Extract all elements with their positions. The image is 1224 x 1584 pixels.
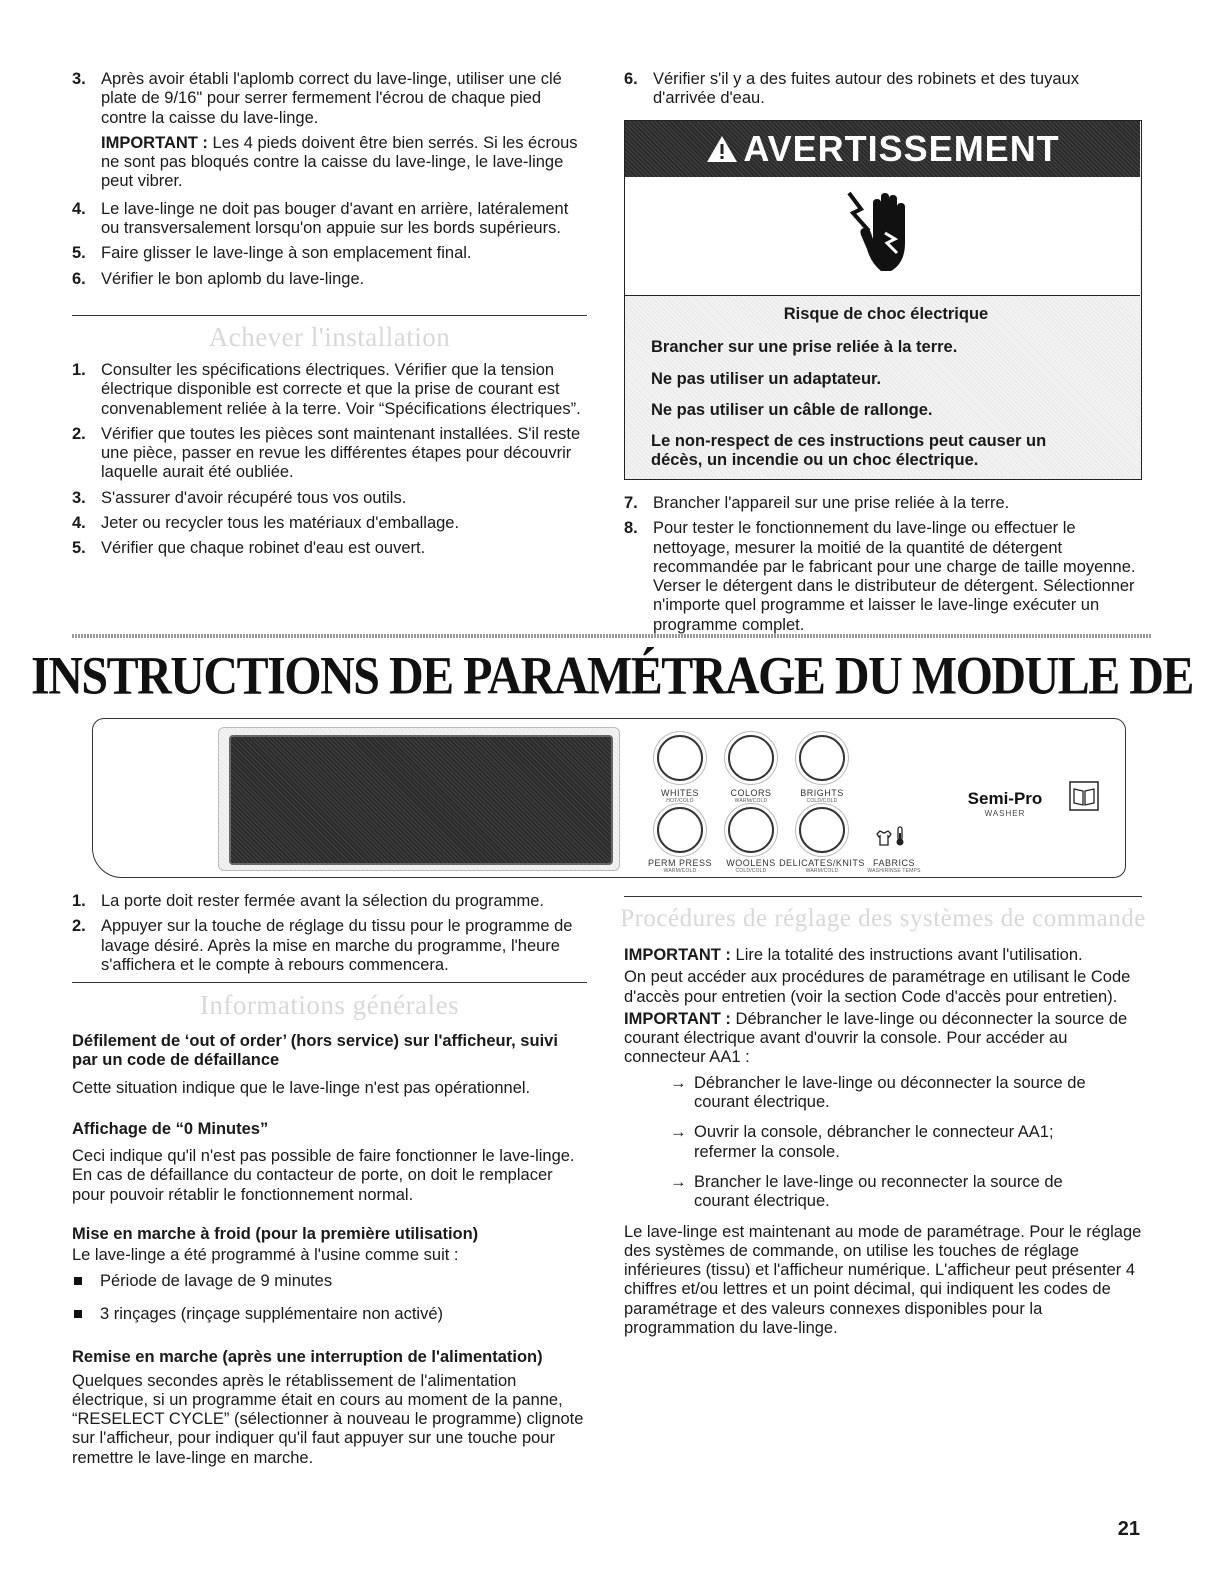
list-item bbox=[72, 917, 587, 975]
list-item bbox=[72, 892, 587, 911]
fabrics-label bbox=[839, 859, 949, 874]
paragraph: Le lave-linge est maintenant au mode de paramétrage. Pour le réglage des systèmes de commande, on utilise les touches de réglage inférieures (tissu) et l'afficheur numérique. L'afficheur peut présenter 4 chiffres et/ou lettres et un point décimal, qui indiquent les codes de paramétrage et des valeurs connexes disponibles pour la programmation du lave-linge. bbox=[624, 1222, 1142, 1338]
step-text: Pour tester le fonctionnement du lave-linge ou effectuer le nettoyage, mesurer la moitié de la quantité de détergent recommandée par le fabricant pour une charge de taille moyenne. Verser le détergent dans le distributeur de détergent. Sélectionner n'importe quel programme et laisser le lave-linge exécuter un programme complet. bbox=[653, 519, 1136, 634]
step-text: Vérifier le bon aplomb du lave-linge. bbox=[101, 269, 365, 288]
bullet-text: 3 rinçages (rinçage supplémentaire non activé) bbox=[100, 1304, 444, 1323]
right-top-step6 bbox=[624, 70, 1144, 115]
subheading: Mise en marche à froid (pour la première utilisation) bbox=[72, 1225, 479, 1244]
list-item bbox=[624, 519, 1136, 635]
arrow-item bbox=[624, 1074, 1142, 1113]
left-bottom-steps bbox=[72, 892, 587, 981]
shirt-icon bbox=[875, 829, 893, 847]
whites-knob[interactable] bbox=[657, 735, 703, 781]
warning-triangle-icon bbox=[705, 134, 739, 164]
brand-logo bbox=[945, 789, 1065, 818]
fabrics-sub-text: WASH/RINSE TEMPS bbox=[867, 868, 921, 874]
divider bbox=[72, 315, 587, 316]
left-top-column bbox=[72, 70, 587, 295]
warning-box bbox=[624, 120, 1142, 480]
step-number: 4. bbox=[72, 199, 86, 218]
paragraph: Cette situation indique que le lave-linge n'est pas opérationnel. bbox=[72, 1078, 531, 1097]
warning-banner-text: AVERTISSEMENT bbox=[743, 127, 1060, 169]
subheading: Remise en marche (après une interruption de l'alimentation) bbox=[72, 1348, 543, 1367]
arrow-text: Ouvrir la console, débrancher le connecteur AA1; refermer la console. bbox=[694, 1123, 1054, 1161]
paragraph: Le lave-linge a été programmé à l'usine comme suit : bbox=[72, 1246, 459, 1265]
arrow-icon: → bbox=[670, 1172, 687, 1191]
knob-label-text: WOOLENS bbox=[726, 858, 776, 868]
step-text: Le lave-linge ne doit pas bouger d'avant en arrière, latéralement ou transversalement lorsqu'on appuie sur les bords supérieurs. bbox=[101, 199, 569, 238]
bullet-square-icon bbox=[74, 1277, 82, 1285]
list-item bbox=[624, 494, 1136, 513]
step-text: Appuyer sur la touche de réglage du tissu pour le programme de lavage désiré. Après la mise en marche du programme, l'heure s'affichera et le compte à rebours commencera. bbox=[101, 917, 573, 974]
divider bbox=[624, 896, 1142, 897]
warning-line: Le non-respect de ces instructions peut causer un décès, un incendie ou un choc électrique. bbox=[651, 432, 1047, 470]
brights-knob[interactable] bbox=[799, 735, 845, 781]
important-label: IMPORTANT : bbox=[624, 946, 731, 964]
step-number: 3. bbox=[72, 488, 86, 507]
arrow-item bbox=[624, 1123, 1142, 1162]
knob-sub-text: WARM/COLD bbox=[663, 868, 697, 874]
bullet-item bbox=[72, 1272, 587, 1291]
step-text: Faire glisser le lave-linge à son emplacement final. bbox=[101, 244, 472, 263]
paragraph bbox=[624, 946, 1142, 965]
list-item bbox=[72, 539, 587, 558]
thermometer-icon bbox=[893, 825, 907, 847]
important-label: IMPORTANT : bbox=[624, 1009, 731, 1028]
arrow-item bbox=[624, 1173, 1142, 1212]
warning-banner bbox=[625, 121, 1140, 177]
step-number: 2. bbox=[72, 424, 86, 443]
important-text: Les 4 pieds doivent être bien serrés. Si les écrous ne sont pas bloqués contre la caisse du lave-linge, le lave-linge peut vibrer. bbox=[101, 133, 578, 191]
arrow-icon: → bbox=[670, 1073, 687, 1092]
step-number: 3. bbox=[72, 70, 86, 88]
important-label: IMPORTANT : bbox=[101, 133, 208, 152]
paragraph: Ceci indique qu'il n'est pas possible de faire fonctionner le lave-linge. En cas de défaillance du contacteur de porte, on doit le remplacer pour pouvoir rétablir le fonctionnement normal. bbox=[72, 1147, 575, 1204]
list-item bbox=[72, 361, 587, 419]
section-heading-informations: Informations générales bbox=[199, 990, 460, 1020]
knob-label-text: WHITES bbox=[661, 788, 699, 798]
brand-sub: WASHER bbox=[984, 808, 1026, 818]
paragraph: Quelques secondes après le rétablissement de l'alimentation électrique, si un programme était en cours au moment de la panne, “RESELECT CYCLE” (sélectionner à nouveau le programme) clignote sur l'afficheur, pour indiquer qu'il faut appuyer sur une touche pour remettre le lave-linge en marche. bbox=[72, 1371, 584, 1467]
knob-sub-text: HOT/COLD bbox=[666, 798, 694, 804]
arrow-icon: → bbox=[670, 1123, 687, 1142]
panel-display bbox=[229, 735, 613, 865]
knob-label-text: PERM PRESS bbox=[647, 858, 712, 868]
warning-text-area bbox=[651, 305, 1121, 483]
paragraph: On peut accéder aux procédures de paramétrage en utilisant le Code d'accès pour entretien (voir la section Code d'accès pour entretien). bbox=[624, 968, 1131, 1006]
knob-sub-text: WARM/COLD bbox=[734, 798, 768, 804]
step-text: Vérifier que chaque robinet d'eau est ouvert. bbox=[101, 539, 426, 558]
bullet-square-icon bbox=[74, 1310, 82, 1318]
achever-list bbox=[72, 361, 587, 565]
list-item bbox=[72, 489, 587, 508]
list-item bbox=[72, 514, 587, 533]
step-number: 5. bbox=[72, 244, 86, 263]
woolens-knob[interactable] bbox=[728, 807, 774, 853]
warning-divider bbox=[625, 295, 1140, 296]
brights-label bbox=[767, 789, 877, 804]
warning-title: Risque de choc électrique bbox=[783, 305, 989, 323]
step-text: La porte doit rester fermée avant la sélection du programme. bbox=[101, 892, 544, 910]
knob-label-text: DELICATES/KNITS bbox=[779, 858, 865, 868]
fabrics-label-text: FABRICS bbox=[872, 858, 915, 868]
warning-line: Brancher sur une prise reliée à la terre. bbox=[651, 338, 958, 357]
list-item bbox=[72, 270, 587, 289]
step-text: Brancher l'appareil sur une prise reliée à la terre. bbox=[653, 494, 1010, 512]
step-number: 1. bbox=[72, 361, 86, 379]
warning-line: Ne pas utiliser un câble de rallonge. bbox=[651, 400, 933, 419]
subheading: Défilement de ‘out of order’ (hors service) sur l'afficheur, suivi par un code de défaillance bbox=[72, 1032, 558, 1070]
step-number: 7. bbox=[624, 494, 638, 512]
bullet-item bbox=[72, 1305, 587, 1324]
paragraph bbox=[624, 1010, 1142, 1068]
bullet-text: Période de lavage de 9 minutes bbox=[100, 1271, 333, 1290]
section-heading-achever: Achever l'installation bbox=[208, 322, 451, 352]
list-item bbox=[72, 200, 587, 239]
arrow-text: Brancher le lave-linge ou reconnecter la source de courant électrique. bbox=[694, 1172, 1063, 1211]
step-number: 2. bbox=[72, 917, 86, 936]
section-divider bbox=[72, 634, 1152, 638]
list-item bbox=[72, 70, 587, 128]
step-number: 8. bbox=[624, 519, 638, 538]
important-text: Lire la totalité des instructions avant l'utilisation. bbox=[735, 946, 1083, 964]
knob-label-text: COLORS bbox=[730, 788, 772, 798]
step-number: 4. bbox=[72, 514, 86, 533]
warning-line: Ne pas utiliser un adaptateur. bbox=[651, 369, 882, 388]
step-number: 6. bbox=[72, 269, 86, 288]
step-text: Jeter ou recycler tous les matériaux d'emballage. bbox=[101, 514, 460, 533]
perm-press-knob[interactable] bbox=[657, 807, 703, 853]
page-title: INSTRUCTIONS DE PARAMÉTRAGE DU MODULE DE bbox=[31, 646, 1193, 706]
step-text: Après avoir établi l'aplomb correct du lave-linge, utiliser une clé plate de 9/16" pour serrer fermement l'écrou de chaque pied contre la caisse du lave-linge. bbox=[101, 70, 562, 127]
shock-icon-area bbox=[625, 177, 1140, 295]
brand-name: Semi-Pro bbox=[967, 789, 1043, 808]
control-panel bbox=[92, 718, 1126, 878]
knob-sub-text: COLD/COLD bbox=[735, 868, 767, 874]
step-number: 6. bbox=[624, 70, 638, 88]
right-top-steps bbox=[624, 494, 1136, 641]
knob-label-text: BRIGHTS bbox=[800, 788, 844, 798]
list-item bbox=[72, 425, 587, 483]
page-number: 21 bbox=[1117, 1518, 1140, 1540]
step-text: Consulter les spécifications électriques. Vérifier que la tension électrique disponible est correcte et que la prise de courant est convenablement reliée à la terre. Voir “Spécifications électriques”. bbox=[101, 361, 581, 418]
subheading: Affichage de “0 Minutes” bbox=[72, 1119, 269, 1138]
list-item bbox=[72, 244, 587, 263]
step-number: 1. bbox=[72, 892, 86, 910]
info-section bbox=[72, 1032, 587, 1468]
colors-knob[interactable] bbox=[728, 735, 774, 781]
step-text: S'assurer d'avoir récupéré tous vos outils. bbox=[101, 488, 407, 507]
procedures-section bbox=[624, 946, 1142, 1338]
divider bbox=[72, 982, 587, 983]
section-heading-procedures: Procédures de réglage des systèmes de commande bbox=[620, 905, 1146, 932]
knob-sub-text: COLD/COLD bbox=[806, 798, 838, 804]
list-item bbox=[624, 70, 1144, 109]
delicates-knob[interactable] bbox=[799, 807, 845, 853]
knob-sub-text: WARM/COLD bbox=[805, 868, 839, 874]
step-text: Vérifier que toutes les pièces sont maintenant installées. S'il reste une pièce, passer en revue les différentes étapes pour découvrir laquelle aurait été oubliée. bbox=[101, 424, 581, 482]
arrow-text: Débrancher le lave-linge ou déconnecter la source de courant électrique. bbox=[694, 1073, 1086, 1112]
important-text: Débrancher le lave-linge ou déconnecter la source de courant électrique avant d'ouvrir la console. Pour accéder au connecteur AA1 : bbox=[624, 1009, 1128, 1067]
step-text: Vérifier s'il y a des fuites autour des robinets et des tuyaux d'arrivée d'eau. bbox=[653, 70, 1079, 108]
electric-shock-hand-icon bbox=[837, 183, 927, 283]
important-note bbox=[101, 134, 587, 192]
manual-book-icon bbox=[1069, 781, 1099, 811]
step-number: 5. bbox=[72, 539, 86, 558]
